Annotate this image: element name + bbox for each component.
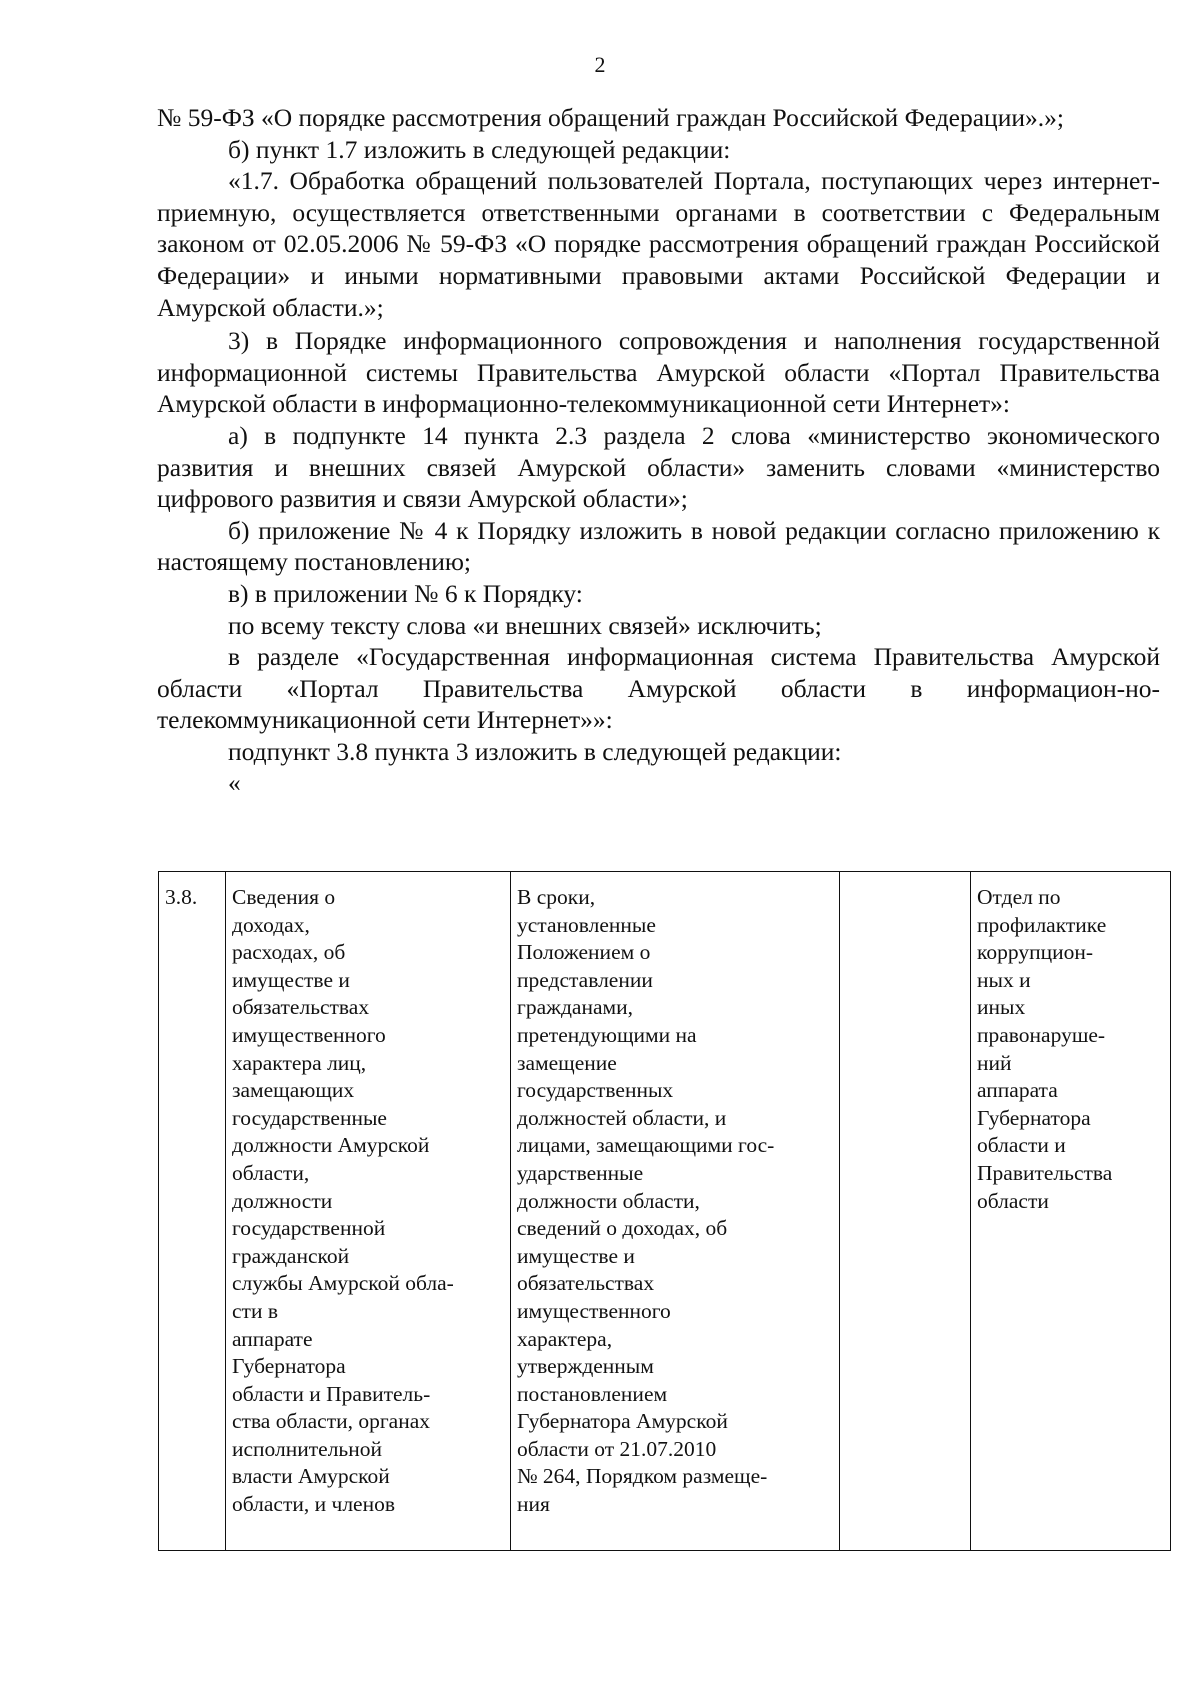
paragraph: а) в подпункте 14 пункта 2.3 раздела 2 слова «министерство экономического развития и внешних связей Амурской области» заменить словами «министерство цифрового развития и связи Амурской области»; [157,420,1160,514]
cell-line: иных [977,995,1026,1020]
paragraph: 3) в Порядке информационного сопровождения и наполнения государственной информационной системы Правительства Амурской области «Портал Правительства Амурской области в информационно-телекоммуникационной сети Интернет»: [157,326,1160,419]
cell-line: области и [977,1133,1066,1158]
cell-line: В сроки, [517,885,596,909]
paragraph: подпункт 3.8 пункта 3 изложить в следующей редакции: [228,736,842,766]
cell-line: обязательствах [232,995,370,1020]
cell-line: профилактике [977,912,1107,937]
cell-terms [511,872,840,1551]
cell-empty [840,872,971,1551]
cell-line: Губернатора [232,1354,346,1379]
cell-line: доходах, [232,912,310,937]
cell-line: имуществе и [517,1243,635,1268]
cell-line: претендующими на [517,1022,697,1047]
cell-line: утвержденным [517,1354,654,1379]
cell-line: постановлением [517,1381,668,1406]
cell-line: Губернатора [977,1105,1091,1130]
cell-line: № 264, Порядком размеще- [517,1464,768,1489]
excerpt-table [158,871,1171,1551]
cell-line: ний [977,1050,1012,1075]
cell-line: должности [232,1188,333,1213]
cell-line: Сведения о [232,885,336,909]
table-row [159,872,1171,1551]
cell-line: установленные [517,912,656,937]
cell-line: замещающих [232,1078,355,1103]
paragraph: по всему тексту слова «и внешних связей» исключить; [228,610,822,640]
cell-line: обязательствах [517,1271,655,1296]
cell-line: имущественного [232,1022,386,1047]
cell-responsible [971,872,1171,1551]
cell-line: Положением о [517,940,651,965]
cell-line: ных и [977,967,1031,992]
cell-line: должности области, [517,1188,700,1213]
cell-line: имуществе и [232,967,350,992]
cell-line: Правительства [977,1160,1113,1185]
document-body [157,102,1160,798]
cell-line: представлении [517,967,653,992]
cell-line: должности Амурской [232,1133,430,1158]
cell-line: расходах, об [232,940,346,965]
cell-line: должностей области, и [517,1105,727,1130]
cell-line: сти в [232,1298,278,1323]
cell-line: области от 21.07.2010 [517,1436,717,1461]
cell-line: области [977,1188,1049,1213]
cell-line: ния [517,1492,550,1517]
cell-line: области, [232,1160,310,1185]
paragraph: б) приложение № 4 к Порядку изложить в новой редакции согласно приложению к настоящему постановлению; [157,515,1160,577]
cell-line: области и Правитель- [232,1381,431,1406]
cell-line: характера, [517,1326,613,1351]
cell-line: замещение [517,1050,617,1075]
page-number: 2 [594,52,606,77]
cell-line: гражданской [232,1243,350,1268]
cell-line: сведений о доходах, об [517,1216,728,1241]
cell-line: Губернатора Амурской [517,1409,728,1434]
paragraph: № 59-ФЗ «О порядке рассмотрения обращений граждан Российской Федерации».»; [157,103,1064,132]
cell-line: службы Амурской обла- [232,1271,454,1296]
cell-number: 3.8. [159,872,226,1551]
cell-line: ства области, органах [232,1409,431,1434]
paragraph: «1.7. Обработка обращений пользователей Портала, поступающих через интернет-приемную, осуществляется ответственными органами в соответствии с Федеральным законом от 02.05.2006 № 59-ФЗ «О порядке рассмотрения обращений граждан Российской Федерации» и иными нормативными правовыми актами Российской Федерации и Амурской области.»; [157,166,1160,322]
cell-information [226,872,511,1551]
cell-line: государственных [517,1078,674,1103]
cell-line: области, и членов [232,1492,395,1517]
cell-line: Отдел по [977,885,1061,909]
cell-line: государственной [232,1216,386,1241]
cell-line: ударственные [517,1160,644,1185]
cell-line: аппарате [232,1326,313,1351]
cell-line: исполнительной [232,1436,382,1461]
cell-line: коррупцион- [977,940,1094,965]
cell-line: правонаруше- [977,1022,1106,1047]
paragraph: в разделе «Государственная информационная система Правительства Амурской области «Портал Правительства Амурской области в информацион-но-телекоммуникационной сети Интернет»»: [157,642,1160,735]
cell-line: гражданами, [517,995,633,1020]
paragraph: в) в приложении № 6 к Порядку: [228,578,583,608]
cell-line: власти Амурской [232,1464,390,1489]
cell-line: характера лиц, [232,1050,367,1075]
cell-line: лицами, замещающими гос- [517,1133,775,1158]
cell-line: имущественного [517,1298,671,1323]
cell-line: государственные [232,1105,387,1130]
cell-line: аппарата [977,1078,1058,1103]
paragraph: б) пункт 1.7 изложить в следующей редакции: [228,134,731,164]
opening-quote: « [228,768,241,798]
